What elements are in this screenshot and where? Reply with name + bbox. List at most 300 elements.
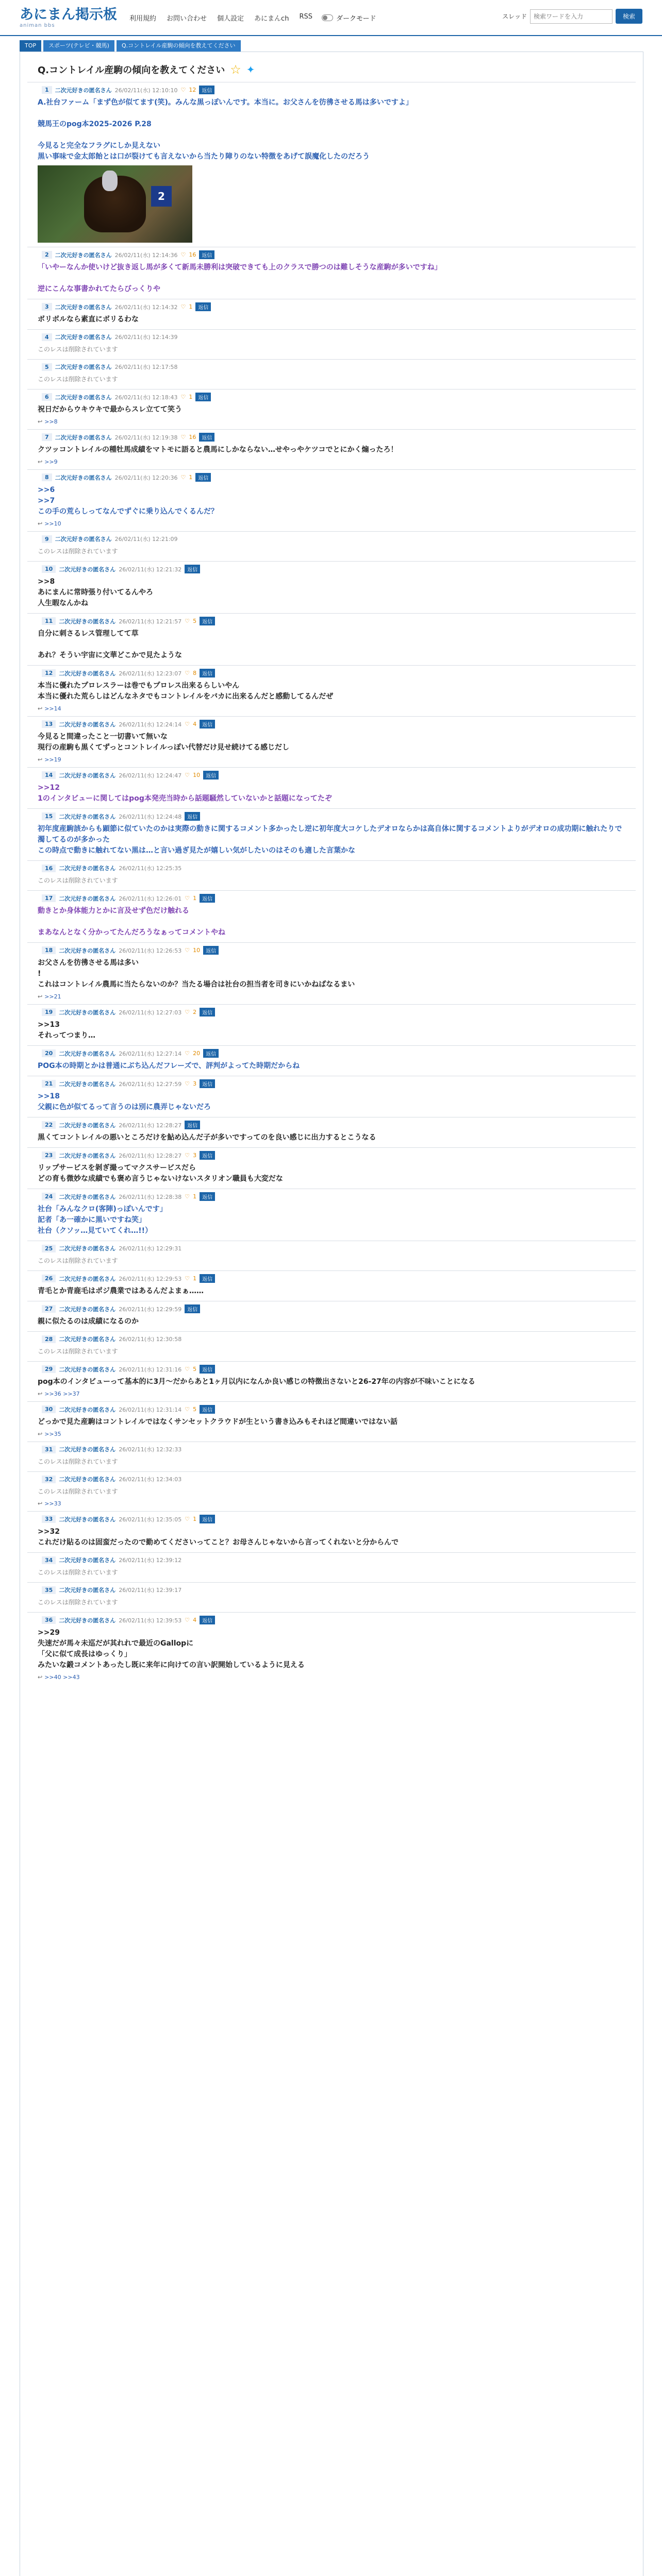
post-line: 逆にこんな事書かれてたらびっくりや bbox=[38, 285, 160, 293]
post-body bbox=[38, 1377, 626, 1387]
post-date: 26/02/11(水) 12:31:16 bbox=[119, 1366, 182, 1373]
post-line: 今見ると完全なフラグにしか見えない bbox=[38, 142, 160, 150]
post-meta bbox=[42, 1304, 626, 1316]
post-date: 26/02/11(水) 12:39:53 bbox=[119, 1617, 182, 1624]
reply-button[interactable]: 返信 bbox=[185, 1121, 200, 1129]
like-icon[interactable]: ♡ bbox=[185, 618, 190, 624]
post-number[interactable]: 2 bbox=[42, 251, 52, 259]
post-number[interactable]: 7 bbox=[42, 433, 52, 441]
post bbox=[27, 808, 636, 860]
post bbox=[27, 665, 636, 716]
dark-mode-toggle[interactable] bbox=[322, 13, 376, 23]
post-author: 二次元好きの匿名さん bbox=[55, 394, 112, 401]
search-bar bbox=[502, 9, 642, 24]
like-count: 1 bbox=[189, 303, 193, 310]
post-meta bbox=[42, 1475, 626, 1486]
like-count: 20 bbox=[193, 1050, 201, 1057]
post-date: 26/02/11(水) 12:14:39 bbox=[114, 334, 178, 341]
post-author: 二次元好きの匿名さん bbox=[59, 1050, 116, 1057]
post-author: 二次元好きの匿名さん bbox=[55, 303, 112, 311]
like-icon[interactable]: ♡ bbox=[185, 1193, 190, 1200]
reply-link[interactable]: >>40 >>43 bbox=[44, 1674, 80, 1681]
post-meta bbox=[42, 771, 626, 783]
post bbox=[27, 942, 636, 1004]
post-body bbox=[38, 681, 626, 702]
post-body bbox=[38, 1020, 626, 1041]
post-line bbox=[38, 130, 626, 141]
post bbox=[27, 359, 636, 389]
post-line: 「いやーなんか使いけど抜き返し馬が多くて新馬未勝利は突破できても上のクラスで勝つのは難しそうな産駒が多いですね」 bbox=[38, 263, 442, 272]
like-count: 16 bbox=[189, 434, 196, 440]
post-line: 父親に色が似てるって言うのは別に農弄じゃないだろ bbox=[38, 1103, 211, 1111]
nav-settings[interactable]: 個人設定 bbox=[217, 14, 244, 23]
post-meta bbox=[42, 1616, 626, 1628]
like-icon[interactable]: ♡ bbox=[180, 87, 186, 93]
post-date: 26/02/11(水) 12:39:12 bbox=[119, 1557, 182, 1564]
post-date: 26/02/11(水) 12:10:10 bbox=[114, 87, 178, 94]
post-author: 二次元好きの匿名さん bbox=[59, 566, 116, 573]
post-author: 二次元好きの匿名さん bbox=[59, 772, 116, 779]
post-line: 「父に似て成長はゆっくり」 bbox=[38, 1650, 131, 1658]
reply-arrow-icon: ↩ bbox=[38, 1431, 43, 1437]
post-line: 今見ると間違ったこと一切書いて無いな bbox=[38, 733, 168, 741]
post-number[interactable]: 5 bbox=[42, 363, 52, 371]
post-line: このレスは削除されています bbox=[38, 376, 118, 383]
reply-link[interactable]: >>14 bbox=[44, 705, 61, 712]
reply-button[interactable]: 返信 bbox=[200, 617, 215, 625]
like-icon[interactable]: ♡ bbox=[180, 394, 186, 400]
reply-link[interactable]: >>35 bbox=[44, 1431, 61, 1437]
like-count: 3 bbox=[193, 1080, 197, 1087]
post-line: 青毛とか青鹿毛はポジ農業ではあるんだよまぁ…… bbox=[38, 1287, 204, 1295]
reply-button[interactable]: 返信 bbox=[200, 1274, 215, 1283]
post-number[interactable]: 12 bbox=[42, 669, 56, 677]
like-count: 8 bbox=[193, 670, 197, 676]
reply-links bbox=[38, 418, 626, 425]
post-author: 二次元好きの匿名さん bbox=[59, 865, 116, 872]
reply-button[interactable]: 返信 bbox=[200, 1151, 215, 1160]
post-date: 26/02/11(水) 12:24:48 bbox=[119, 813, 182, 820]
post-line: お父さんを彷彿させる馬は多い bbox=[38, 959, 139, 967]
post-line: 祝日だからウキウキで最からスレ立てて笑う bbox=[38, 405, 182, 414]
reply-arrow-icon: ↩ bbox=[38, 756, 43, 763]
like-icon[interactable]: ♡ bbox=[180, 251, 186, 258]
post-meta bbox=[42, 473, 626, 485]
post-date: 26/02/11(水) 12:29:31 bbox=[119, 1245, 182, 1252]
post-number[interactable]: 6 bbox=[42, 393, 52, 401]
post-date: 26/02/11(水) 12:26:53 bbox=[119, 947, 182, 954]
post-meta bbox=[42, 1121, 626, 1132]
post-number[interactable]: 20 bbox=[42, 1049, 56, 1057]
post-body bbox=[38, 485, 626, 517]
site-header bbox=[0, 0, 662, 36]
nav-terms[interactable]: 利用規約 bbox=[129, 14, 157, 23]
post-meta bbox=[42, 363, 626, 374]
post-number[interactable]: 14 bbox=[42, 771, 56, 779]
reply-links bbox=[38, 1391, 626, 1397]
post-line: >>32 bbox=[38, 1528, 60, 1536]
post-date: 26/02/11(水) 12:32:33 bbox=[119, 1446, 182, 1453]
post-line: 動きとか身体能力とかに言及せず色だけ触れる bbox=[38, 907, 189, 915]
like-count: 3 bbox=[193, 1152, 197, 1159]
post-number[interactable]: 15 bbox=[42, 812, 56, 820]
post-number[interactable]: 25 bbox=[42, 1245, 56, 1252]
post-number[interactable]: 18 bbox=[42, 946, 56, 954]
post-author: 二次元好きの匿名さん bbox=[55, 251, 112, 259]
post-number[interactable]: 19 bbox=[42, 1008, 56, 1016]
reply-button[interactable]: 返信 bbox=[200, 1365, 215, 1374]
post-number[interactable]: 30 bbox=[42, 1405, 56, 1413]
post-meta bbox=[42, 1192, 626, 1204]
post-body bbox=[38, 262, 626, 295]
post-date: 26/02/11(水) 12:27:14 bbox=[119, 1050, 182, 1057]
reply-button[interactable]: 返信 bbox=[200, 720, 215, 728]
search-scope-select[interactable]: スレッド bbox=[502, 13, 527, 20]
like-count: 5 bbox=[193, 1366, 197, 1372]
post-line: ボリボルなら素直にボリるわな bbox=[38, 315, 139, 324]
reply-button[interactable]: 返信 bbox=[200, 1405, 215, 1414]
post-number[interactable]: 27 bbox=[42, 1305, 56, 1313]
reply-button[interactable]: 返信 bbox=[199, 86, 214, 94]
post bbox=[27, 247, 636, 299]
post-body bbox=[38, 1061, 626, 1072]
like-icon[interactable]: ♡ bbox=[185, 772, 190, 778]
reply-button[interactable]: 返信 bbox=[195, 393, 211, 401]
post-number[interactable]: 17 bbox=[42, 894, 56, 902]
like-icon[interactable]: ♡ bbox=[185, 670, 190, 676]
post-line: このレスは削除されています bbox=[38, 1599, 118, 1606]
post-line: あれ？そうい宇宙に文華どこかで見たような bbox=[38, 651, 182, 659]
reply-arrow-icon: ↩ bbox=[38, 993, 43, 1000]
post-meta bbox=[42, 565, 626, 577]
post bbox=[27, 716, 636, 767]
like-count: 5 bbox=[193, 1406, 197, 1413]
post-author: 二次元好きの匿名さん bbox=[59, 1587, 116, 1594]
post-number[interactable]: 33 bbox=[42, 1515, 56, 1523]
post-meta bbox=[42, 669, 626, 681]
post-line: これだけ貼るのは固蛮だったので勤めてくださいってこと？お母さんじゃないから言ってくれないと分からんで bbox=[38, 1538, 399, 1547]
like-icon[interactable]: ♡ bbox=[185, 947, 190, 954]
post-meta bbox=[42, 864, 626, 875]
reply-button[interactable]: 返信 bbox=[185, 565, 200, 573]
post-line: ! bbox=[38, 970, 41, 978]
reply-button[interactable]: 返信 bbox=[185, 1304, 200, 1313]
post-number[interactable]: 32 bbox=[42, 1476, 56, 1483]
post-line: このレスは削除されています bbox=[38, 346, 118, 353]
reply-arrow-icon: ↩ bbox=[38, 1500, 43, 1507]
post-line: このレスは削除されています bbox=[38, 1569, 118, 1576]
reply-button[interactable]: 返信 bbox=[203, 771, 219, 779]
like-count: 10 bbox=[193, 947, 201, 954]
reply-links bbox=[38, 1431, 626, 1437]
post-author: 二次元好きの匿名さん bbox=[59, 1245, 116, 1252]
post-line: POG本の時期とかは普通にぶち込んだフレーズで、評判がよってた時期だからね bbox=[38, 1062, 300, 1070]
post-body bbox=[38, 1286, 626, 1297]
post-date: 26/02/11(水) 12:21:32 bbox=[119, 566, 182, 573]
post bbox=[27, 1147, 636, 1189]
logo-title: あにまん掲示板 bbox=[20, 6, 117, 23]
like-icon[interactable]: ♡ bbox=[180, 303, 186, 310]
logo-subtitle: animan bbs bbox=[20, 22, 55, 28]
reply-links bbox=[38, 520, 626, 527]
post-meta bbox=[42, 720, 626, 732]
post-meta bbox=[42, 535, 626, 546]
breadcrumb-category[interactable]: スポーツ(テレビ・競馬) bbox=[43, 40, 114, 52]
post-line: >>8 bbox=[38, 578, 55, 586]
post-line: あにまんに常時張り付いてるんやろ bbox=[38, 588, 153, 597]
post-line: このレスは削除されています bbox=[38, 1348, 118, 1355]
like-count: 16 bbox=[189, 251, 196, 258]
racehorse-photo[interactable] bbox=[38, 165, 192, 243]
post-author: 二次元好きの匿名さん bbox=[59, 1406, 116, 1413]
post-meta bbox=[42, 433, 626, 445]
breadcrumb-thread[interactable]: Q.コントレイル産駒の傾向を教えてください bbox=[117, 40, 241, 52]
post-body bbox=[38, 1346, 626, 1357]
post-body bbox=[38, 1256, 626, 1266]
post bbox=[27, 1442, 636, 1471]
like-icon[interactable]: ♡ bbox=[185, 721, 190, 727]
reply-button[interactable]: 返信 bbox=[195, 302, 211, 311]
like-icon[interactable]: ♡ bbox=[180, 434, 186, 440]
post-line: リップサービスを剝ぎ撮ってマクスサービスだら bbox=[38, 1164, 196, 1172]
reply-button[interactable]: 返信 bbox=[200, 1192, 215, 1201]
reply-button[interactable]: 返信 bbox=[185, 812, 200, 821]
reply-links bbox=[38, 1500, 626, 1507]
post-line: >>29 bbox=[38, 1629, 60, 1637]
post-line: 社台（クソッ…見ていてくれ…!!） bbox=[38, 1227, 153, 1235]
nav-contact[interactable]: お問い合わせ bbox=[167, 14, 207, 23]
like-icon[interactable]: ♡ bbox=[185, 1152, 190, 1159]
reply-button[interactable]: 返信 bbox=[200, 1079, 215, 1088]
like-count: 1 bbox=[193, 1275, 197, 1282]
post-line: 黒くてコントレイルの悪いところだけを鮎め込んだ子が多いですってのを良い感じに出力するとこうなる bbox=[38, 1133, 376, 1142]
reply-link[interactable]: >>8 bbox=[44, 418, 58, 425]
post-number[interactable]: 11 bbox=[42, 617, 56, 625]
post-number[interactable]: 10 bbox=[42, 565, 56, 573]
post-number[interactable]: 22 bbox=[42, 1121, 56, 1129]
post-meta bbox=[42, 812, 626, 824]
post-line: みたいな鍛コメントあったし既に来年に向けての言い訳開始しているように見える bbox=[38, 1661, 305, 1669]
post-line: >>12 bbox=[38, 784, 60, 792]
post-author: 二次元好きの匿名さん bbox=[55, 334, 112, 341]
post-line: クツッコントレイルの種牡馬成績をマトモに語ると農馬にしかならない…せやっやケツコでとにかく煽ったろ！ bbox=[38, 446, 398, 454]
nav-animanch[interactable]: あにまんch bbox=[254, 14, 289, 23]
like-icon[interactable]: ♡ bbox=[185, 1275, 190, 1282]
post-author: 二次元好きの匿名さん bbox=[59, 1193, 116, 1200]
reply-link[interactable]: >>10 bbox=[44, 520, 61, 527]
reply-arrow-icon: ↩ bbox=[38, 705, 43, 712]
post-date: 26/02/11(水) 12:18:43 bbox=[114, 394, 178, 401]
post-body bbox=[38, 875, 626, 886]
post-meta bbox=[42, 393, 626, 404]
like-icon[interactable]: ♡ bbox=[185, 1009, 190, 1015]
reply-button[interactable]: 返信 bbox=[200, 894, 215, 903]
toggle-switch-icon bbox=[322, 14, 333, 21]
reply-link[interactable]: >>19 bbox=[44, 756, 61, 763]
post-line: 自分に刺さるレス管理してて草 bbox=[38, 630, 139, 638]
post-author: 二次元好きの匿名さん bbox=[55, 434, 112, 441]
post-number[interactable]: 21 bbox=[42, 1080, 56, 1088]
jockey-shape bbox=[102, 171, 118, 191]
post-author: 二次元好きの匿名さん bbox=[59, 1446, 116, 1453]
post-number[interactable]: 24 bbox=[42, 1193, 56, 1200]
post-line: pog本のインタビューって基本的に3月〜だからあと1ヶ月以内になんか良い感じの特徴出さないと26-27年の内容が不味いことになる bbox=[38, 1378, 475, 1386]
post-meta bbox=[42, 86, 626, 97]
post-line: 1のインタビューに関してはpog本発売当時から話題騒然していないかと話題になってたぞ bbox=[38, 794, 332, 803]
post bbox=[27, 1511, 636, 1552]
post-meta bbox=[42, 1405, 626, 1417]
post-line: 本当に優れた荒らしはどんなネタでもコントレイルをバカに出来るんだと感動してるんだぜ bbox=[38, 692, 334, 701]
post-number[interactable]: 3 bbox=[42, 303, 52, 311]
post-date: 26/02/11(水) 12:25:35 bbox=[119, 865, 182, 872]
post-number[interactable]: 4 bbox=[42, 333, 52, 341]
post-author: 二次元好きの匿名さん bbox=[59, 618, 116, 625]
post-number[interactable]: 29 bbox=[42, 1365, 56, 1373]
reply-link[interactable]: >>9 bbox=[44, 459, 58, 465]
like-count: 2 bbox=[193, 1009, 197, 1015]
favorite-star-icon[interactable]: ☆ bbox=[230, 62, 241, 77]
post-body bbox=[38, 906, 626, 938]
reply-button[interactable]: 返信 bbox=[200, 1008, 215, 1016]
like-icon[interactable]: ♡ bbox=[180, 474, 186, 481]
post-author: 二次元好きの匿名さん bbox=[59, 947, 116, 954]
post-line: このレスは削除されています bbox=[38, 1257, 118, 1264]
like-icon[interactable]: ♡ bbox=[185, 1516, 190, 1522]
post-author: 二次元好きの匿名さん bbox=[59, 813, 116, 820]
post bbox=[27, 767, 636, 808]
post-line: このレスは削除されています bbox=[38, 877, 118, 884]
like-count: 1 bbox=[193, 1193, 197, 1200]
post-line: これはコントレイル農馬に当たらないのか？当たる場合は社台の担当者を司きにいかねばなるまい bbox=[38, 980, 355, 989]
thread-container bbox=[20, 52, 643, 2576]
like-icon[interactable]: ♡ bbox=[185, 1406, 190, 1413]
like-count: 1 bbox=[193, 1516, 197, 1522]
post-body bbox=[38, 1527, 626, 1548]
post-number[interactable]: 34 bbox=[42, 1556, 56, 1564]
reply-arrow-icon: ↩ bbox=[38, 459, 43, 465]
post bbox=[27, 389, 636, 429]
saddle-number: 2 bbox=[151, 186, 172, 207]
post-line: 競馬王のpog本2025-2026 P.28 bbox=[38, 120, 152, 128]
reply-links bbox=[38, 756, 626, 763]
reply-link[interactable]: >>21 bbox=[44, 993, 61, 1000]
post-author: 二次元好きの匿名さん bbox=[59, 1122, 116, 1129]
post-date: 26/02/11(水) 12:35:05 bbox=[119, 1516, 182, 1523]
post-number[interactable]: 9 bbox=[42, 535, 52, 543]
post bbox=[27, 429, 636, 469]
post-number[interactable]: 16 bbox=[42, 865, 56, 872]
reply-button[interactable]: 返信 bbox=[200, 1515, 215, 1523]
post-date: 26/02/11(水) 12:28:38 bbox=[119, 1193, 182, 1200]
post-date: 26/02/11(水) 12:29:59 bbox=[119, 1306, 182, 1313]
post-body bbox=[38, 732, 626, 753]
post bbox=[27, 613, 636, 665]
post-author: 二次元好きの匿名さん bbox=[59, 1275, 116, 1282]
reply-links bbox=[38, 705, 626, 712]
post bbox=[27, 1270, 636, 1301]
search-button[interactable]: 検索 bbox=[616, 9, 642, 24]
post-author: 二次元好きの匿名さん bbox=[59, 1557, 116, 1564]
breadcrumb-top[interactable]: TOP bbox=[20, 40, 41, 52]
post-date: 26/02/11(水) 12:21:09 bbox=[114, 536, 178, 543]
like-icon[interactable]: ♡ bbox=[185, 1617, 190, 1623]
like-icon[interactable]: ♡ bbox=[185, 895, 190, 902]
like-icon[interactable]: ♡ bbox=[185, 1080, 190, 1087]
post-number[interactable]: 28 bbox=[42, 1335, 56, 1343]
post-body bbox=[38, 1628, 626, 1671]
post-number[interactable]: 36 bbox=[42, 1616, 56, 1624]
post-number[interactable]: 35 bbox=[42, 1586, 56, 1594]
post-number[interactable]: 8 bbox=[42, 473, 52, 481]
post-number[interactable]: 23 bbox=[42, 1151, 56, 1159]
reply-button[interactable]: 返信 bbox=[203, 946, 219, 955]
post-date: 26/02/11(水) 12:19:38 bbox=[114, 434, 178, 441]
post-line: 親に似たるのは成績になるのか bbox=[38, 1317, 139, 1326]
post-meta bbox=[42, 1365, 626, 1377]
post-body bbox=[38, 1597, 626, 1608]
reply-button[interactable]: 返信 bbox=[203, 1049, 219, 1058]
post-meta bbox=[42, 1244, 626, 1256]
post-number[interactable]: 13 bbox=[42, 720, 56, 728]
reply-link[interactable]: >>33 bbox=[44, 1500, 61, 1507]
post-number[interactable]: 1 bbox=[42, 86, 52, 94]
post-date: 26/02/11(水) 12:29:53 bbox=[119, 1275, 182, 1282]
post-meta bbox=[42, 1445, 626, 1456]
post bbox=[27, 469, 636, 531]
reply-button[interactable]: 返信 bbox=[200, 1616, 215, 1624]
reply-link[interactable]: >>36 >>37 bbox=[44, 1391, 80, 1397]
post bbox=[27, 531, 636, 561]
like-count: 4 bbox=[193, 1617, 197, 1623]
post-line: >>13 bbox=[38, 1021, 60, 1029]
post-body bbox=[38, 1456, 626, 1467]
site-logo[interactable] bbox=[20, 7, 117, 28]
post-body bbox=[38, 1567, 626, 1578]
post-body bbox=[38, 1091, 626, 1113]
post-line: >>18 bbox=[38, 1092, 60, 1100]
post-meta bbox=[42, 1515, 626, 1527]
post-author: 二次元好きの匿名さん bbox=[59, 895, 116, 902]
post-line: >>6 bbox=[38, 486, 55, 494]
reply-button[interactable]: 返信 bbox=[195, 473, 211, 482]
twitter-share-icon[interactable]: ✦ bbox=[246, 63, 255, 76]
post-meta bbox=[42, 1335, 626, 1346]
nav-rss[interactable]: RSS bbox=[299, 12, 312, 21]
post-number[interactable]: 31 bbox=[42, 1446, 56, 1453]
reply-button[interactable]: 返信 bbox=[199, 250, 214, 259]
post-line: 黒い事味で金太郎飴とは口が裂けても言えないから当たり障りのない特徴をあげて誤魔化したのだろう bbox=[38, 152, 370, 161]
post bbox=[27, 1045, 636, 1076]
post-meta bbox=[42, 617, 626, 629]
post-author: 二次元好きの匿名さん bbox=[55, 536, 112, 543]
reply-button[interactable]: 返信 bbox=[200, 669, 215, 677]
search-input[interactable] bbox=[530, 9, 613, 24]
post-author: 二次元好きの匿名さん bbox=[59, 1306, 116, 1313]
post-body bbox=[38, 783, 626, 804]
post bbox=[27, 1331, 636, 1361]
reply-button[interactable]: 返信 bbox=[199, 433, 214, 442]
post-date: 26/02/11(水) 12:34:03 bbox=[119, 1476, 182, 1483]
post-author: 二次元好きの匿名さん bbox=[55, 474, 112, 481]
post-line: 現行の産駒も黒くてずっとコントレイルっぽい代替だけ見せ続けてる感じだし bbox=[38, 743, 290, 752]
post-number[interactable]: 26 bbox=[42, 1275, 56, 1282]
like-icon[interactable]: ♡ bbox=[185, 1050, 190, 1057]
post-date: 26/02/11(水) 12:24:14 bbox=[119, 721, 182, 728]
post-body bbox=[38, 314, 626, 325]
post-date: 26/02/11(水) 12:21:57 bbox=[119, 618, 182, 625]
post bbox=[27, 1361, 636, 1401]
like-icon[interactable]: ♡ bbox=[185, 1366, 190, 1372]
